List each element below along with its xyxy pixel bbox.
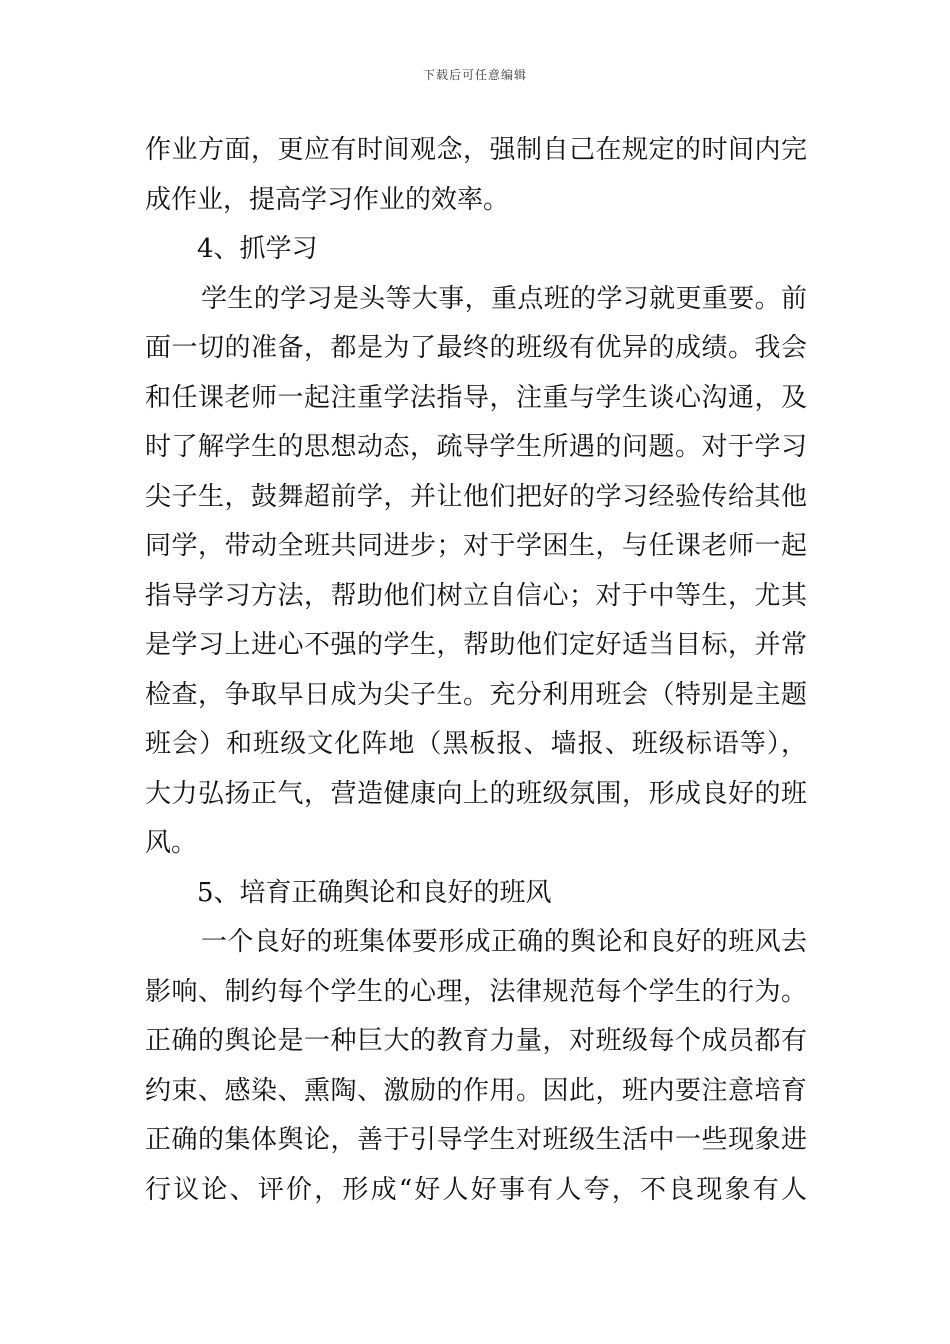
text-line: 正确的舆论是一种巨大的教育力量，对班级每个成员都有	[145, 1026, 807, 1056]
text-line: 检查，争取早日成为尖子生。充分利用班会（特别是主题	[145, 679, 807, 710]
text-line: 风。	[145, 828, 198, 858]
text-line: 指导学习方法，帮助他们树立自信心；对于中等生，尤其	[145, 580, 807, 611]
text-line: 一个良好的班集体要形成正确的舆论和良好的班风去	[201, 927, 807, 957]
text-line: 作业方面，更应有时间观念，强制自己在规定的时间内完	[145, 135, 807, 165]
text-line: 是学习上进心不强的学生，帮助他们定好适当目标，并常	[145, 630, 807, 660]
text-line: 尖子生，鼓舞超前学，并让他们把好的学习经验传给其他	[145, 481, 807, 512]
text-line: 大力弘扬正气，营造健康向上的班级氛围，形成良好的班	[145, 778, 807, 809]
section-heading: 4、抓学习	[197, 234, 318, 264]
text-line: 和任课老师一起注重学法指导，注重与学生谈心沟通，及	[145, 382, 807, 413]
text-line: 约束、感染、熏陶、激励的作用。因此，班内要注意培育	[145, 1075, 807, 1106]
body-text	[145, 126, 807, 1215]
text-line: 同学，带动全班共同进步；对于学困生，与任课老师一起	[145, 531, 807, 561]
text-line: 行议论、评价，形成“好人好事有人夸，不良现象有人	[145, 1174, 807, 1205]
text-line: 影响、制约每个学生的心理，法律规范每个学生的行为。	[145, 976, 807, 1007]
text-line: 成作业，提高学习作业的效率。	[145, 184, 510, 215]
text-line: 正确的集体舆论，善于引导学生对班级生活中一些现象进	[145, 1125, 807, 1155]
text-line: 时了解学生的思想动态，疏导学生所遇的问题。对于学习	[145, 432, 807, 462]
text-line: 学生的学习是头等大事，重点班的学习就更重要。前	[201, 283, 807, 314]
section-heading: 5、培育正确舆论和良好的班风	[197, 877, 552, 908]
text-line: 班会）和班级文化阵地（黑板报、墙报、班级标语等），	[145, 729, 807, 759]
page-header: 下载后可任意编辑	[422, 68, 527, 82]
text-line: 面一切的准备，都是为了最终的班级有优异的成绩。我会	[145, 333, 807, 363]
